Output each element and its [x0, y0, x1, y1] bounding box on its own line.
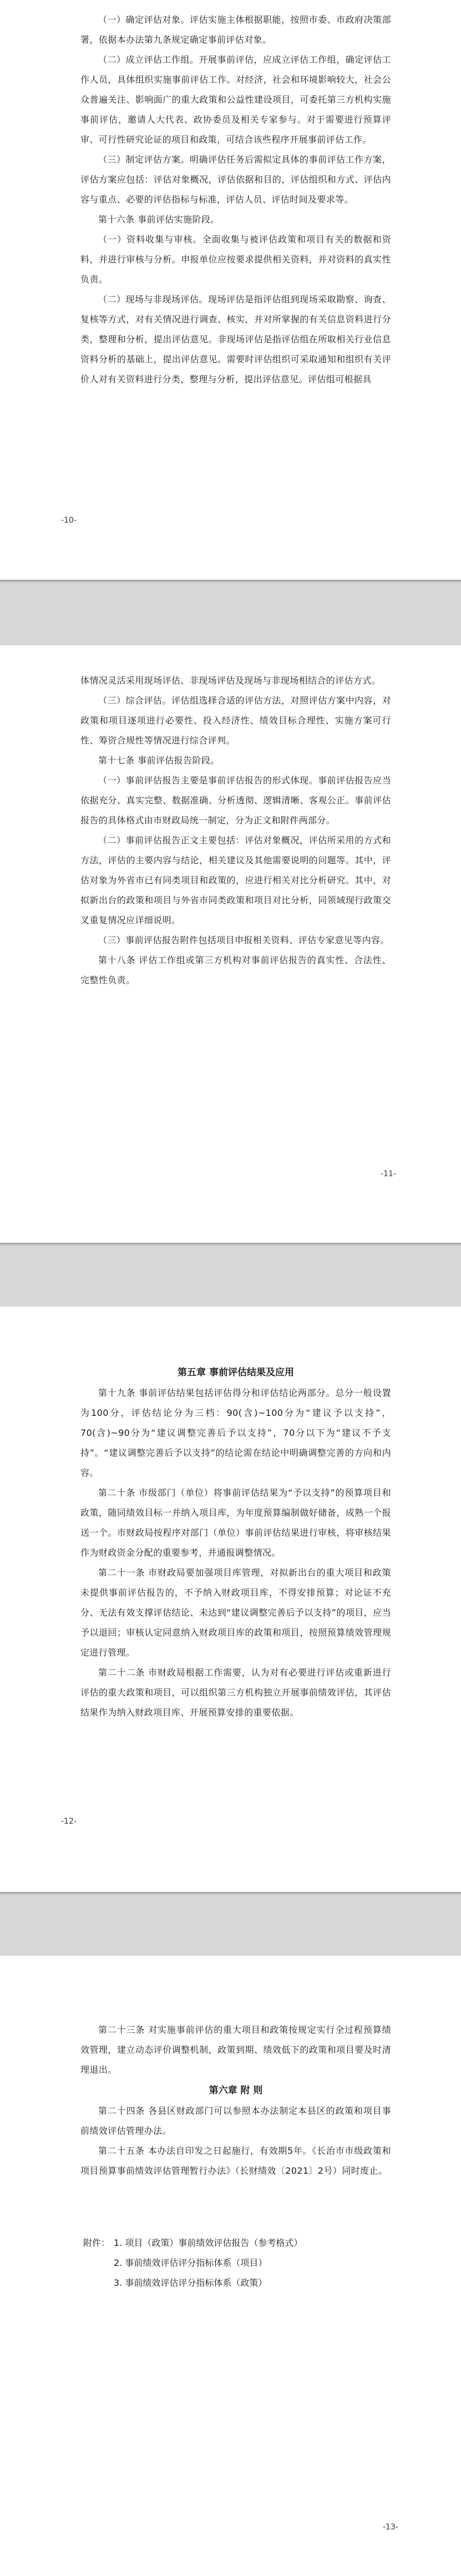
paragraph: （二）成立评估工作组。开展事前评估，应成立评估工作组，确定评估工作人员，具体组织实施事前评估工作。对经济，社会和环境影响较大，社会公众普遍关注、影响面广的重大政策和公益性建设项目，可委托第三方机构实施事前评估，邀请人大代表、政协委员及相关专家参与。对于需要进行预算评审、可行性研究论证的项目和政策，可结合该些程序开展事前评估工作。 — [80, 54, 391, 145]
page-12-body — [80, 1362, 391, 1723]
paragraph: 第二十一条 市财政局要加强项目库管理，对拟新出台的重大项目和政策未提供事前评估报告的，不予纳入财政项目库，不得安排预算；对论证不充分、无法有效支撑评估结论、未达到“建议调整完善后予以支持”的项目，应当予以退回；审核认定同意纳入财政项目库的政策和项目，按照预算绩效管理规定进行管理。 — [80, 1567, 391, 1658]
page-number: -13- — [383, 2523, 398, 2532]
page-10-body — [80, 10, 391, 389]
page-11 — [0, 645, 461, 1243]
paragraph: （一）事前评估报告主要是事前评估报告的形式体现。事前评估报告应当依据充分、真实完整、数据准确、分析透彻、逻辑清晰、客观公正。事前评估报告的具体格式由市财政局统一制定，分为正文和附件两部分。 — [80, 775, 391, 826]
attachment-item: 1. 项目（政策）事前绩效评估报告（参考格式） — [114, 2238, 303, 2248]
page-13 — [0, 1956, 461, 2576]
attachment-item: 3. 事前绩效评估评分指标体系（政策） — [114, 2278, 267, 2288]
paragraph: 第二十五条 本办法自印发之日起施行，有效期5年。《长治市市级政策和项目预算事前绩效评估管理暂行办法》（长财绩效〔2021〕2号）同时废止。 — [80, 2145, 391, 2176]
paragraph: 体情况灵活采用现场评估、非现场评估及现场与非现场相结合的评估方式。 — [80, 675, 381, 686]
chapter-heading: 第六章 附 则 — [209, 2085, 263, 2096]
page-separator — [0, 580, 461, 645]
page-separator — [0, 1243, 461, 1307]
paragraph: （三）综合评估。评估组选择合适的评估方法，对照评估方案中内容，对政策和项目逐项进行必要性、投入经济性、绩效目标合理性、实施方案可行性、筹资合规性等情况进行综合评判。 — [80, 695, 391, 746]
paragraph: 第二十条 市级部门（单位）将事前评估结果为“予以支持”的预算项目和政策，随同绩效目标一并纳入项目库，为年度预算编制做好储备，成熟一个报送一个。市财政局按程序对部门（单位）事前评估结果进行审核，将审核结果作为财政资金分配的重要参考，并通报调整情况。 — [80, 1487, 391, 1558]
attachments-label: 附件： — [83, 2238, 110, 2248]
paragraph: （三）事前评估报告附件包括项目申报相关资料、评估专家意见等内容。 — [98, 935, 389, 945]
page-10 — [0, 0, 461, 580]
paragraph: 第二十三条 对实施事前评估的重大项目和政策按规定实行全过程预算绩效管理，建立动态评价调整机制，政策到期、绩效低下的政策和项目要及时清理退出。 — [80, 2025, 391, 2075]
paragraph: （一）资料收集与审核。全面收集与被评估政策和项目有关的数据和资料，并进行审核与分析。申报单位应按要求提供相关资料，并对资料的真实性负责。 — [80, 234, 391, 285]
page-11-body — [80, 671, 391, 990]
page-number: -12- — [61, 1817, 77, 1826]
page-12 — [0, 1307, 461, 1892]
paragraph: 第十九条 事前评估结果包括评估得分和评估结论两部分。总分一般设置为100分，评估结论分为三档：90(含)~100分为“建议予以支持”，70(含)~90分为“建议调整完善后予以支持”，70分以下为“建议不予支持”。“建议调整完善后予以支持”的结论需在结论中明确调整完善的方向和内容。 — [80, 1388, 391, 1478]
paragraph: （二）事前评估报告正文主要包括：评估对象概况，评估所采用的方式和方法，评估的主要内容与结论，相关建议及其他需要说明的问题等。其中，评估对象为外省市已有同类项目和政策的，应进行相关对比分析研究。其中，对拟新出台的政策和项目与外省市同类政策和项目对比分析，同领域现行政策交叉重复情况应详细说明。 — [80, 835, 391, 925]
paragraph: （一）确定评估对象。评估实施主体根据职能，按照市委、市政府决策部署，依据本办法第九条规定确定事前评估对象。 — [80, 14, 391, 45]
attachment-item: 2. 事前绩效评估评分指标体系（项目） — [114, 2258, 267, 2268]
paragraph: 第十八条 评估工作组或第三方机构对事前评估报告的真实性、合法性、完整性负责。 — [80, 955, 391, 985]
article-heading: 第十七条 事前评估报告阶段。 — [98, 755, 220, 766]
page-number: -11- — [381, 1170, 396, 1178]
chapter-heading: 第五章 事前评估结果及应用 — [178, 1367, 294, 1378]
paragraph: （三）制定评估方案。明确评估任务后需拟定具体的事前评估工作方案，评估方案应包括：评估对象概况，评估依据和目的，评估组织和方式、评估内容与重点、必要的评估指标与标准，评估人员、评估时间及要求等。 — [80, 154, 391, 205]
paragraph: 第二十二条 市财政局根据工作需要，认为对有必要进行评估或重新进行评估的重大政策和项目，可以组织第三方机构独立开展事前绩效评估，其评估结果作为纳入财政项目库、开展预算安排的重要依据。 — [80, 1667, 391, 1718]
paragraph: 第二十四条 各县区财政部门可以参照本办法制定本县区的政策和项目事前绩效评估管理办法。 — [80, 2106, 391, 2136]
attachments-list — [83, 2233, 394, 2293]
page-separator — [0, 1892, 461, 1956]
page-number: -10- — [61, 516, 77, 525]
page-13-body — [80, 2020, 391, 2181]
paragraph: （二）现场与非现场评估。现场评估是指评估组到现场采取勘察、询查、复核等方式，对有关情况进行调查、核实，并对所掌握的有关信息资料进行分类，整理和分析，提出评估意见。非现场评估是指评估组在所取相关行业信息资料分析的基础上，提出评估意见。需要时评估组织可采取通知和组织有关评价人对有关资料进行分类，整理与分析，提出评估意见。评估组可根据具 — [80, 294, 391, 384]
article-heading: 第十六条 事前评估实施阶段。 — [98, 214, 220, 225]
